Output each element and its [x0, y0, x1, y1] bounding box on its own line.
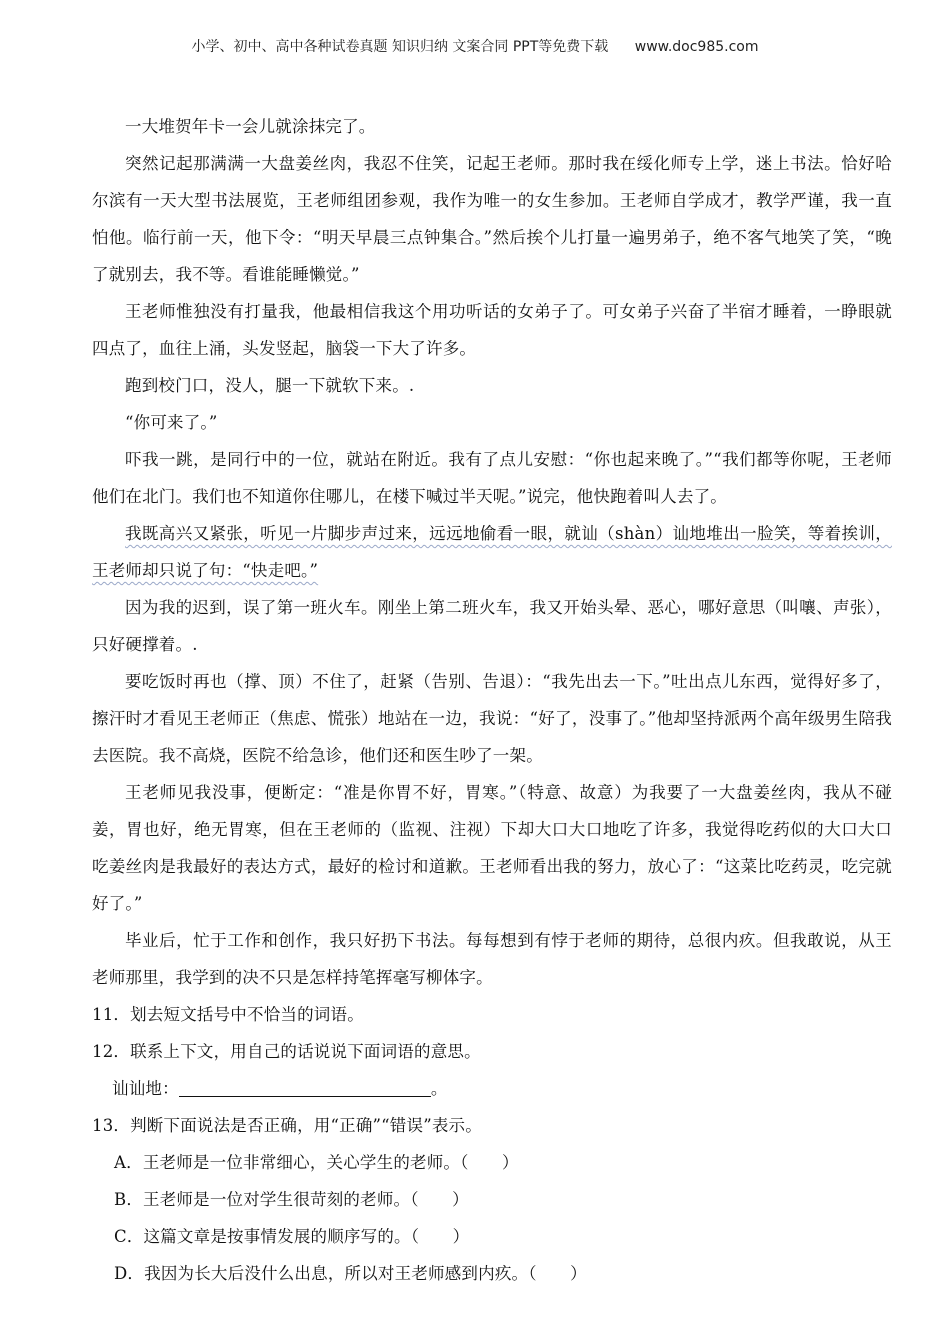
question-12-end: 。	[430, 1079, 448, 1098]
passage-paragraph-8: 因为我的迟到，误了第一班火车。刚坐上第二班火车，我又开始头晕、恶心，哪好意思（叫嚷、声张），只好硬撑着。.	[92, 598, 892, 654]
question-11: 11．划去短文括号中不恰当的词语。	[92, 1005, 364, 1024]
answer-blank[interactable]	[179, 1076, 431, 1097]
document-body	[92, 108, 892, 1292]
option-a: A．王老师是一位非常细心，关心学生的老师。（ ）	[114, 1153, 519, 1172]
passage-paragraph-10: 王老师见我没事，便断定：“准是你胃不好，胃寒。”（特意、故意）为我要了一大盘姜丝肉，我从不碰姜，胃也好，绝无胃寒，但在王老师的（监视、注视）下却大口大口地吃了许多，我觉得吃药似的大口大口吃姜丝肉是我最好的表达方式，最好的检讨和道歉。王老师看出我的努力，放心了：“这菜比吃药灵，吃完就好了。”	[92, 783, 892, 913]
question-13: 13．判断下面说法是否正确，用“正确”“错误”表示。	[92, 1116, 482, 1135]
option-d: D．我因为长大后没什么出息，所以对王老师感到内疚。（ ）	[114, 1264, 587, 1283]
option-b: B．王老师是一位对学生很苛刻的老师。（ ）	[114, 1190, 469, 1209]
passage-paragraph-5: “你可来了。”	[125, 413, 218, 432]
header-url[interactable]: www.doc985.com	[634, 39, 759, 55]
passage-paragraph-7	[92, 515, 892, 589]
question-12: 12．联系上下文，用自己的话说说下面词语的意思。	[92, 1042, 481, 1061]
option-c: C．这篇文章是按事情发展的顺序写的。（ ）	[114, 1227, 470, 1246]
page-header	[0, 36, 950, 56]
passage-paragraph-6: 吓我一跳，是同行中的一位，就站在附近。我有了点儿安慰：“你也起来晚了。”“我们都等你呢，王老师他们在北门。我们也不知道你住哪儿，在楼下喊过半天呢。”说完，他快跑着叫人去了。	[92, 450, 892, 506]
passage-paragraph-1: 一大堆贺年卡一会儿就涂抹完了。	[125, 117, 376, 136]
passage-paragraph-2: 突然记起那满满一大盘姜丝肉，我忍不住笑，记起王老师。那时我在绥化师专上学，迷上书法。恰好哈尔滨有一天大型书法展览，王老师组团参观，我作为唯一的女生参加。王老师自学成才，教学严谨，我一直怕他。临行前一天，他下令：“明天早晨三点钟集合。”然后挨个儿打量一遍男弟子，绝不客气地笑了笑，“晚了就别去，我不等。看谁能睡懒觉。”	[92, 154, 892, 284]
header-title: 小学、初中、高中各种试卷真题 知识归纳 文案合同 PPT等免费下载	[191, 39, 609, 55]
question-12-answer-line	[92, 1070, 892, 1107]
passage-paragraph-4: 跑到校门口，没人，腿一下就软下来。.	[125, 376, 415, 395]
passage-paragraph-11: 毕业后，忙于工作和创作，我只好扔下书法。每每想到有悖于老师的期待，总很内疚。但我敢说，从王老师那里，我学到的决不只是怎样持笔挥毫写柳体字。	[92, 931, 892, 987]
passage-paragraph-3: 王老师惟独没有打量我，他最相信我这个用功听话的女弟子了。可女弟子兴奋了半宿才睡着，一睁眼就四点了，血往上涌，头发竖起，脑袋一下大了许多。	[92, 302, 892, 358]
wavy-underlined-sentence: 我既高兴又紧张，听见一片脚步声过来，远远地偷看一眼，就讪（shàn）讪地堆出一脸笑，等着挨训，王老师却只说了句：“快走吧。”	[92, 524, 892, 580]
passage-paragraph-9: 要吃饭时再也（撑、顶）不住了，赶紧（告别、告退）：“我先出去一下。”吐出点儿东西，觉得好多了，擦汗时才看见王老师正（焦虑、慌张）地站在一边，我说：“好了，没事了。”他却坚持派两个高年级男生陪我去医院。我不高烧，医院不给急诊，他们还和医生吵了一架。	[92, 672, 892, 765]
question-12-term: 讪讪地：	[112, 1079, 179, 1098]
